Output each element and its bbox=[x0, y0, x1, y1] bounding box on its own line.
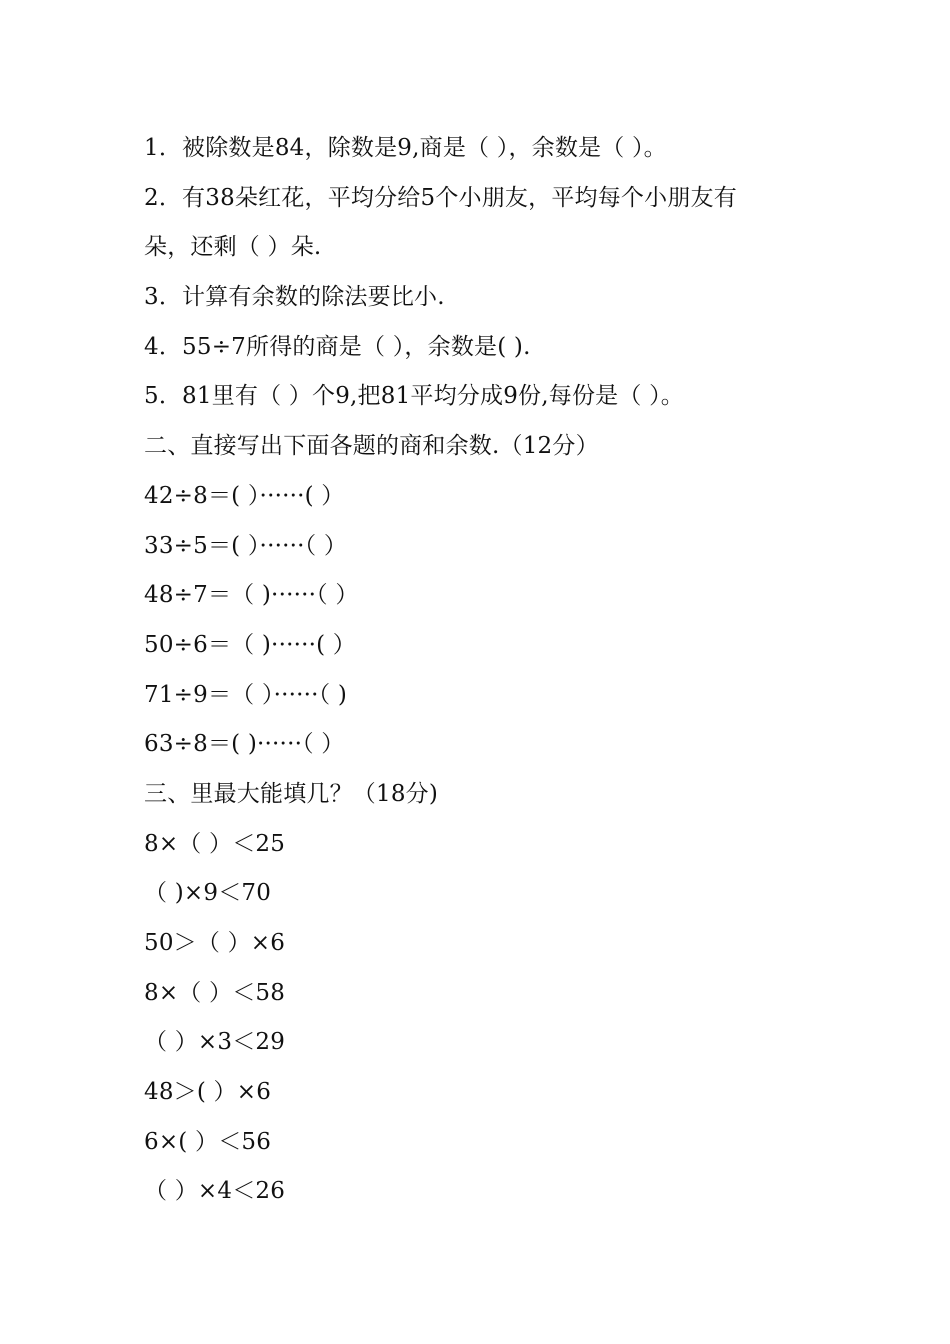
question-2-line-2: 朵，还剩（ ）朵. bbox=[144, 234, 322, 261]
inequality-item-8: （ ）×4＜26 bbox=[144, 1178, 286, 1205]
division-item-1: 42÷8＝( ）······( ） bbox=[144, 482, 345, 509]
inequality-item-7: 6×( ）＜56 bbox=[144, 1128, 272, 1155]
division-item-2: 33÷5＝( ）······（ ） bbox=[144, 532, 348, 559]
section-2-heading: 二、直接写出下面各题的商和余数.（12分） bbox=[144, 433, 599, 460]
question-4: 4．55÷7所得的商是（ ），余数是( ). bbox=[144, 333, 531, 360]
division-item-4: 50÷6＝（ )······( ） bbox=[144, 631, 357, 658]
inequality-item-2: （ )×9＜70 bbox=[144, 880, 272, 907]
division-item-6: 63÷8＝( )······（ ） bbox=[144, 731, 345, 758]
worksheet-content bbox=[144, 124, 824, 1217]
inequality-item-4: 8×（ ）＜58 bbox=[144, 979, 286, 1006]
question-2-line-1: 2．有38朵红花，平均分给5个小朋友，平均每个小朋友有 bbox=[144, 184, 737, 211]
inequality-item-1: 8×（ ）＜25 bbox=[144, 830, 286, 857]
question-3: 3．计算有余数的除法要比小. bbox=[144, 284, 445, 311]
section-3-heading: 三、里最大能填几？（18分) bbox=[144, 780, 439, 807]
division-item-3: 48÷7＝（ )······（ ） bbox=[144, 582, 359, 609]
inequality-item-6: 48＞( ）×6 bbox=[144, 1079, 272, 1106]
inequality-item-5: （ ）×3＜29 bbox=[144, 1029, 286, 1056]
question-1: 1．被除数是84，除数是9,商是（ ），余数是（ ）。 bbox=[144, 135, 667, 161]
question-5: 5．81里有（ ）个9,把81平均分成9份,每份是（ ）。 bbox=[144, 383, 684, 410]
division-item-5: 71÷9＝（ ）······（ ) bbox=[144, 681, 348, 708]
inequality-item-3: 50＞（ ）×6 bbox=[144, 930, 286, 956]
